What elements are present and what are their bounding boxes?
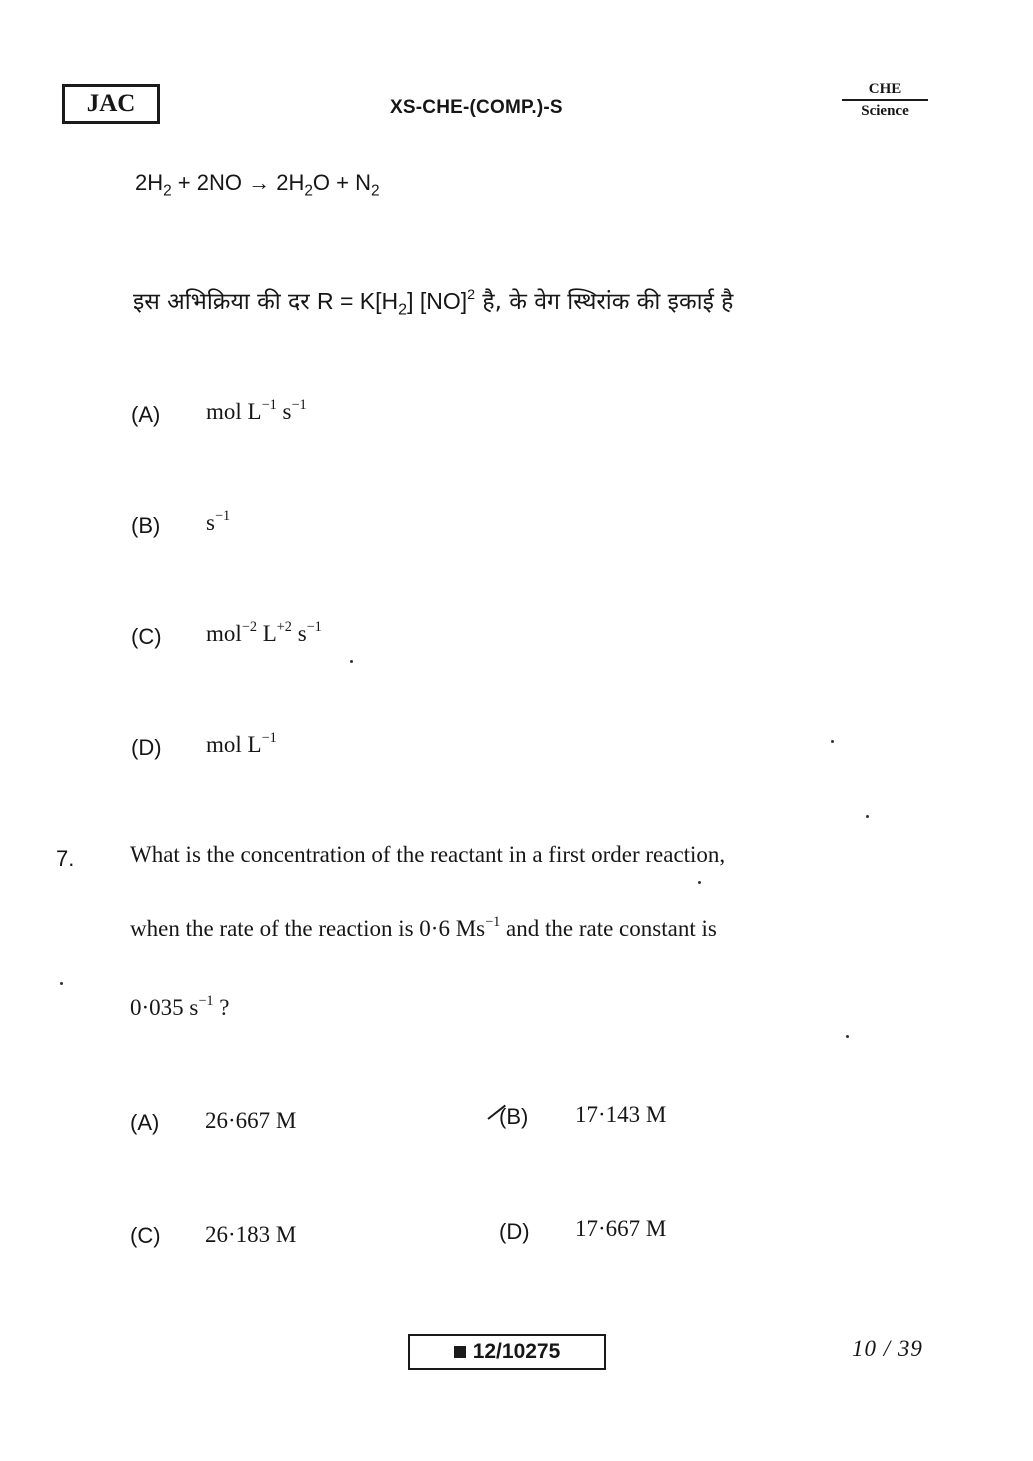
- jac-badge: JAC: [62, 84, 160, 124]
- q7-exp: −1: [198, 993, 214, 1010]
- q7-option-c-label: (C): [130, 1223, 161, 1248]
- q6-option-d-label: (D): [131, 735, 162, 760]
- unit: mol: [206, 621, 242, 646]
- footer-code: 12/10275: [472, 1340, 561, 1363]
- exp: −2: [241, 619, 257, 636]
- q7-option-d-label: (D): [499, 1219, 530, 1244]
- rate-part: ] [NO]: [407, 288, 468, 314]
- footer-code-box: [408, 1334, 606, 1370]
- q6-option-d-value: [206, 732, 277, 758]
- hindi-text: इस अभिक्रिया की दर: [133, 289, 310, 315]
- q7-text: and the rate constant is: [500, 916, 717, 941]
- rate-law: [316, 287, 476, 319]
- exp: +2: [276, 619, 292, 636]
- question-7-line-2: [130, 916, 717, 942]
- unit: mol L: [206, 399, 262, 424]
- q6-option-b-value: [206, 510, 230, 536]
- unit: s: [291, 621, 307, 646]
- scan-speck: [350, 660, 353, 663]
- paper-code: XS-CHE-(COMP.)-S: [390, 97, 563, 118]
- q7-option-c-value: 26·183 M: [205, 1222, 297, 1247]
- subject-divider: [842, 99, 928, 101]
- unit: s: [206, 510, 215, 535]
- q7-option-b-label: (B): [499, 1104, 529, 1129]
- q7-text: 0·035 s: [130, 995, 199, 1020]
- rate-sup: 2: [467, 287, 476, 304]
- unit: s: [276, 399, 292, 424]
- page-number: 10 / 39: [852, 1336, 923, 1361]
- subject-bottom: Science: [861, 103, 909, 119]
- exp: −1: [214, 508, 231, 525]
- q7-option-a-label: (A): [130, 1110, 160, 1135]
- q7-exp: −1: [485, 914, 501, 931]
- scan-speck: [698, 881, 701, 884]
- eq-sub: 2: [370, 182, 380, 200]
- unit: L: [256, 621, 277, 646]
- subject-label: [842, 80, 928, 120]
- eq-part: O + N: [312, 170, 371, 195]
- q6-option-c-value: [206, 621, 322, 647]
- scan-speck: [60, 982, 63, 985]
- eq-sub: 2: [304, 182, 313, 200]
- question-6-stem-hindi: [133, 284, 734, 319]
- rate-part: R = K[H: [316, 288, 399, 314]
- square-bullet-icon: [454, 1346, 466, 1358]
- eq-part: 2H: [135, 170, 164, 195]
- q6-option-a-value: [206, 399, 307, 425]
- hindi-text: है, के वेग स्थिरांक की इकाई है: [482, 289, 734, 315]
- q7-option-b-value: 17·143 M: [575, 1102, 667, 1127]
- q6-option-c-label: (C): [131, 624, 162, 649]
- question-7-number: 7.: [56, 846, 75, 871]
- question-7-line-1: What is the concentration of the reactant in a first order reaction,: [130, 842, 726, 867]
- exp: −1: [261, 730, 277, 747]
- q7-text: when the rate of the reaction is 0·6 Ms: [130, 916, 486, 941]
- question-7-line-3: [130, 995, 230, 1021]
- scan-speck: [866, 815, 869, 818]
- exp: −1: [261, 397, 277, 414]
- q7-option-a-value: 26·667 M: [205, 1108, 297, 1133]
- rate-sub: 2: [398, 300, 408, 319]
- subject-top: CHE: [868, 81, 902, 97]
- q6-option-b-label: (B): [131, 513, 161, 538]
- q7-text: ?: [213, 995, 230, 1020]
- q6-option-a-label: (A): [131, 402, 161, 427]
- eq-part: + 2NO → 2H: [171, 170, 305, 195]
- eq-sub: 2: [163, 182, 172, 200]
- exp: −1: [291, 397, 307, 414]
- scan-speck: [846, 1035, 849, 1038]
- unit: mol L: [206, 732, 262, 757]
- exp: −1: [306, 619, 322, 636]
- scan-speck: [831, 740, 834, 743]
- reaction-equation: [135, 170, 380, 200]
- q7-option-d-value: 17·667 M: [575, 1216, 667, 1241]
